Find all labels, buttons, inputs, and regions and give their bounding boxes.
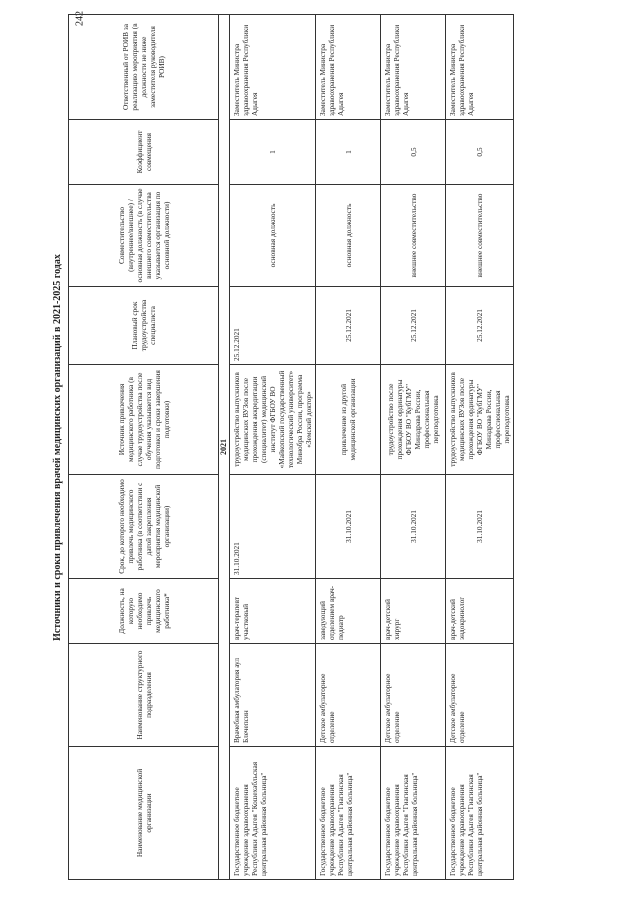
cell-combination: основная должность bbox=[230, 185, 316, 287]
cell-responsible: Заместитель Министра здравоохранения Республики Адыгея bbox=[381, 15, 446, 120]
col-header-org: Наименование медицинской организации bbox=[69, 747, 219, 880]
cell-unit: Детское амбулаторное отделение bbox=[381, 644, 446, 747]
cell-coefficient: 1 bbox=[230, 120, 316, 185]
cell-position: заведующий отделением врач-педиатр bbox=[316, 579, 381, 644]
cell-planned: 25.12.2021 bbox=[316, 287, 381, 365]
cell-unit: Врачебная амбулатория аул Блечепсин bbox=[230, 644, 316, 747]
col-header-combination: Совместительство (внутреннее/внешнее) /основная должность (в случае внешнего совместительства указывается организация по основной должности) bbox=[69, 185, 219, 287]
cell-position: врач-детский эндокринолог bbox=[446, 579, 514, 644]
year-label: 2021 bbox=[219, 15, 230, 880]
cell-position: врач-детский хирург bbox=[381, 579, 446, 644]
cell-combination: внешнее совместительство bbox=[381, 185, 446, 287]
table-row bbox=[230, 15, 316, 880]
cell-responsible: Заместитель Министра здравоохранения Республики Адыгея bbox=[316, 15, 381, 120]
cell-org: Государственное бюджетное учреждение здравоохранения Республики Адыгея "Гиагинская центральная районная больница" bbox=[316, 747, 381, 880]
col-header-responsible: Ответственный от РОИВ за реализацию мероприятия (в должности не ниже заместителя руководителя РОИВ) bbox=[69, 15, 219, 120]
cell-deadline: 31.10.2021 bbox=[446, 475, 514, 579]
col-header-deadline: Срок, до которого необходимо привлечь медицинского работника (в соответствии с датой закрепления мероприятия медицинской организации) bbox=[69, 475, 219, 579]
cell-position: врач-терапевт участковый bbox=[230, 579, 316, 644]
page-number: 242 bbox=[74, 11, 86, 26]
col-header-source: Источник привлечения медицинского работника (в случае трудоустройства после обучения указывается вид подготовки и сроки завершения подготовки) bbox=[69, 365, 219, 475]
col-header-coefficient: Коэффициент совмещения bbox=[69, 120, 219, 185]
cell-deadline: 31.10.2021 bbox=[316, 475, 381, 579]
staffing-table bbox=[68, 14, 514, 880]
cell-coefficient: 0,5 bbox=[381, 120, 446, 185]
cell-org: Государственное бюджетное учреждение здравоохранения Республики Адыгея "Гиагинская центральная районная больница" bbox=[381, 747, 446, 880]
cell-responsible: Заместитель Министра здравоохранения Республики Адыгея bbox=[446, 15, 514, 120]
cell-source: трудоустройство выпускников медицинских ВУЗов после прохождения аккредитации (специалитет) медицинский институт ФГБОУ ВО «Майкопский государственный технологический университет» Минобра России, программа «Земский доктор» bbox=[230, 365, 316, 475]
table-row bbox=[316, 15, 381, 880]
cell-deadline: 31.10.2021 bbox=[230, 475, 316, 579]
cell-planned: 25.12.2021 bbox=[381, 287, 446, 365]
cell-coefficient: 1 bbox=[316, 120, 381, 185]
cell-source: трудоустройство после прохождения ординатуры ФГБОУ ВО "КубГМУ" Минздрава России, профессиональная переподготовка bbox=[381, 365, 446, 475]
cell-planned: 25.12.2021 bbox=[230, 287, 316, 365]
cell-responsible: Заместитель Министра здравоохранения Республики Адыгея bbox=[230, 15, 316, 120]
table-row bbox=[381, 15, 446, 880]
col-header-unit: Наименование структурного подразделения bbox=[69, 644, 219, 747]
cell-deadline: 31.10.2021 bbox=[381, 475, 446, 579]
col-header-planned: Плановый срок трудоустройства специалиста bbox=[69, 287, 219, 365]
cell-combination: основная должность bbox=[316, 185, 381, 287]
cell-org: Государственное бюджетное учреждение здравоохранения Республики Адыгея "Кошехабльская центральная районная больница" bbox=[230, 747, 316, 880]
cell-org: Государственное бюджетное учреждение здравоохранения Республики Адыгея "Гиагинская центральная районная больница" bbox=[446, 747, 514, 880]
cell-planned: 25.12.2021 bbox=[446, 287, 514, 365]
table-row bbox=[446, 15, 514, 880]
year-row bbox=[219, 15, 230, 880]
cell-source: трудоустройство выпускников медицинских ВУЗов после прохождения ординатуры ФГБОУ ВО "КубГМУ" Минздрава России, профессиональная переподготовка bbox=[446, 365, 514, 475]
col-header-position: Должность, на которую необходимо привлечь медицинского работника* bbox=[69, 579, 219, 644]
header-row bbox=[69, 15, 219, 880]
cell-coefficient: 0,5 bbox=[446, 120, 514, 185]
cell-unit: Детское амбулаторное отделение bbox=[316, 644, 381, 747]
cell-source: привлечение из другой медицинской организации bbox=[316, 365, 381, 475]
cell-combination: внешнее совместительство bbox=[446, 185, 514, 287]
document-title: Источники и сроки привлечения врачей медицинских организаций в 2021-2025 годах bbox=[52, 254, 63, 641]
cell-unit: Детское амбулаторное отделение bbox=[446, 644, 514, 747]
rotated-sheet bbox=[50, 15, 610, 880]
